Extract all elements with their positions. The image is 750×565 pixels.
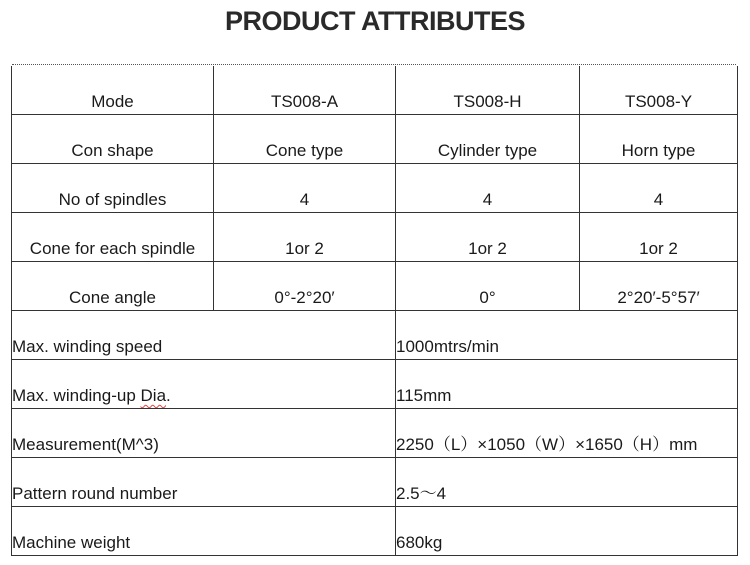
table-cell: Horn type bbox=[580, 115, 738, 164]
table-cell: 1000mtrs/min bbox=[396, 311, 738, 360]
table-cell: 4 bbox=[580, 164, 738, 213]
row-label bbox=[12, 360, 396, 409]
table-cell: 1or 2 bbox=[396, 213, 580, 262]
label-suffix: . bbox=[166, 386, 171, 405]
row-label: Max. winding speed bbox=[12, 311, 396, 360]
top-dotted-border bbox=[12, 64, 736, 65]
table-row-con-shape bbox=[12, 115, 738, 164]
spellcheck-word: Dia bbox=[140, 386, 167, 405]
table-cell: 2.5～4 bbox=[396, 458, 738, 507]
label-prefix: Max. winding-up bbox=[12, 386, 141, 405]
table-cell: Cone type bbox=[214, 115, 396, 164]
row-label: Measurement(M^3) bbox=[12, 409, 396, 458]
row-label: No of spindles bbox=[12, 164, 214, 213]
row-label: Cone for each spindle bbox=[12, 213, 214, 262]
table-row-winding-dia bbox=[12, 360, 738, 409]
row-label: Cone angle bbox=[12, 262, 214, 311]
table-row-spindles bbox=[12, 164, 738, 213]
model-a-header: TS008-A bbox=[214, 66, 396, 115]
model-y-header: TS008-Y bbox=[580, 66, 738, 115]
table-cell: Cylinder type bbox=[396, 115, 580, 164]
table-row-weight bbox=[12, 507, 738, 556]
row-label: Pattern round number bbox=[12, 458, 396, 507]
table-cell: 115mm bbox=[396, 360, 738, 409]
table-row-mode bbox=[12, 66, 738, 115]
table-row-cone-per-spindle bbox=[12, 213, 738, 262]
table-cell: 680kg bbox=[396, 507, 738, 556]
product-attributes-table bbox=[11, 66, 738, 556]
table-cell: 4 bbox=[396, 164, 580, 213]
row-label: Mode bbox=[12, 66, 214, 115]
table-row-cone-angle bbox=[12, 262, 738, 311]
table-row-measurement bbox=[12, 409, 738, 458]
table-cell: 1or 2 bbox=[580, 213, 738, 262]
model-h-header: TS008-H bbox=[396, 66, 580, 115]
table-row-pattern-round bbox=[12, 458, 738, 507]
table-cell: 0° bbox=[396, 262, 580, 311]
table-cell: 1or 2 bbox=[214, 213, 396, 262]
table-cell: 0°-2°20′ bbox=[214, 262, 396, 311]
table-cell: 2°20′-5°57′ bbox=[580, 262, 738, 311]
page-title: PRODUCT ATTRIBUTES bbox=[225, 6, 525, 36]
row-label: Machine weight bbox=[12, 507, 396, 556]
row-label: Con shape bbox=[12, 115, 214, 164]
table-cell: 4 bbox=[214, 164, 396, 213]
table-cell: 2250（L）×1050（W）×1650（H）mm bbox=[396, 409, 738, 458]
table-row-winding-speed bbox=[12, 311, 738, 360]
